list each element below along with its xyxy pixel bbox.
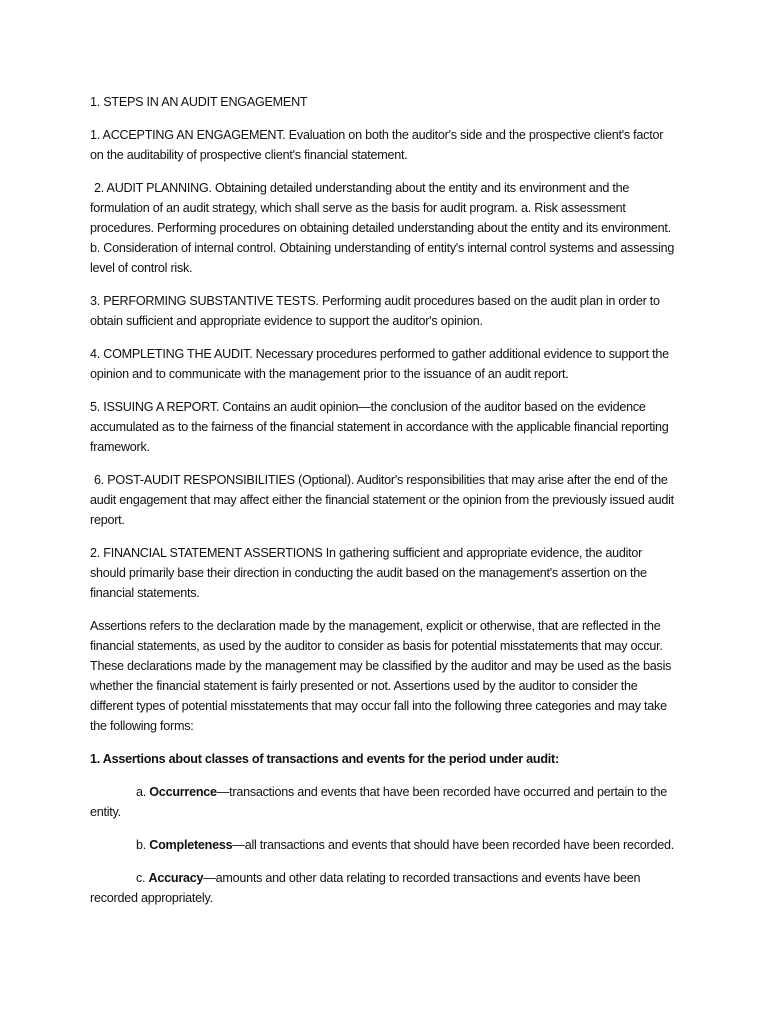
- step-3-text: Performing audit procedures based on the audit plan in order to obtain sufficient and appropriate evidence to support the auditor's opinion.: [90, 294, 660, 328]
- assertion-completeness-prefix: b.: [136, 838, 150, 852]
- section-2-paragraph: [90, 543, 678, 603]
- step-2-heading: 2. AUDIT PLANNING.: [94, 181, 212, 195]
- step-6-text: (Optional). Auditor's responsibilities that may arise after the end of the audit engagement that may affect either the financial statement or the opinion from the previously issued audit report.: [90, 473, 674, 527]
- section-2-text: In gathering sufficient and appropriate evidence, the auditor should primarily base their direction in conducting the audit based on the management's assertion on the financial statements.: [90, 546, 647, 600]
- assertion-occurrence: [90, 782, 678, 822]
- assertion-occurrence-term: Occurrence: [149, 785, 217, 799]
- assertion-accuracy-term: Accuracy: [148, 871, 204, 885]
- step-1-heading: 1. ACCEPTING AN ENGAGEMENT.: [90, 128, 286, 142]
- assertion-completeness-term: Completeness: [149, 838, 233, 852]
- step-3-heading: 3. PERFORMING SUBSTANTIVE TESTS.: [90, 294, 319, 308]
- step-5-text: Contains an audit opinion—the conclusion of the auditor based on the evidence accumulated as to the fairness of the financial statement in accordance with the applicable financial reporting framework.: [90, 400, 669, 454]
- assertion-occurrence-text: —transactions and events that have been recorded have occurred and pertain to the entity.: [90, 785, 668, 819]
- step-6-heading: 6. POST-AUDIT RESPONSIBILITIES: [94, 473, 295, 487]
- step-4-text: Necessary procedures performed to gather additional evidence to support the opinion and to communicate with the management prior to the issuance of an audit report.: [90, 347, 669, 381]
- step-1-paragraph: [90, 125, 678, 165]
- section-2-heading: 2. FINANCIAL STATEMENT ASSERTIONS: [90, 546, 323, 560]
- step-3-paragraph: [90, 291, 678, 331]
- step-4-paragraph: [90, 344, 678, 384]
- assertions-paragraph: Assertions refers to the declaration made by the management, explicit or otherwise, that are reflected in the financial statements, as used by the auditor to consider as basis for potential misstatements that may occur. These declarations made by the management may be classified by the auditor and may be used as the basis whether the financial statement is fairly presented or not. Assertions used by the auditor to consider the different types of potential misstatements that may occur fall into the following three categories and may take the following forms:: [90, 619, 672, 733]
- document-title: 1. STEPS IN AN AUDIT ENGAGEMENT: [90, 95, 308, 109]
- step-5-paragraph: [90, 397, 678, 457]
- assertion-completeness: [90, 835, 678, 855]
- assertion-accuracy-text: —amounts and other data relating to recorded transactions and events have been recorded appropriately.: [90, 871, 641, 905]
- assertion-accuracy-prefix: c.: [136, 871, 149, 885]
- step-5-heading: 5. ISSUING A REPORT.: [90, 400, 220, 414]
- step-2-paragraph: [90, 178, 678, 278]
- assertion-accuracy: [90, 868, 678, 908]
- step-4-heading: 4. COMPLETING THE AUDIT.: [90, 347, 253, 361]
- step-6-paragraph: [90, 470, 678, 530]
- assertion-completeness-text: —all transactions and events that should have been recorded have been recorded.: [232, 838, 674, 852]
- assertion-occurrence-prefix: a.: [136, 785, 150, 799]
- category-1-heading: 1. Assertions about classes of transactions and events for the period under audit:: [90, 752, 559, 766]
- step-1-text: Evaluation on both the auditor's side and the prospective client's factor on the auditability of prospective client's financial statement.: [90, 128, 664, 162]
- step-2-text: Obtaining detailed understanding about the entity and its environment and the formulation of an audit strategy, which shall serve as the basis for audit program. a. Risk assessment procedures. Performing procedures on obtaining detailed understanding about the entity and its environment. b. Consideration of internal control. Obtaining understanding of entity's internal control systems and assessing level of control risk.: [90, 181, 675, 275]
